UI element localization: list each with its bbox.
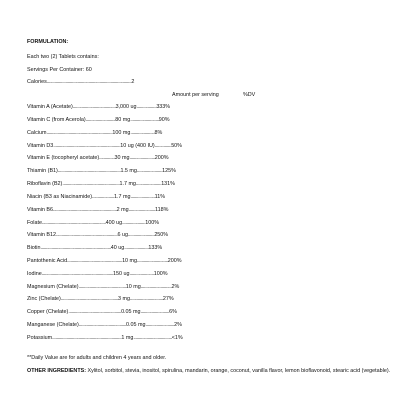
dot-leader: ............................................................. [53,142,121,149]
table-row [27,220,159,227]
nutrient-amount: 1.5 mg [120,168,137,175]
dot-leader: ...................... [124,245,149,252]
nutrient-name: Calcium [27,129,47,136]
nutrient-amount: 1.7 mg [119,181,136,187]
dot-leader: ................................... [133,334,172,341]
table-row [27,335,183,342]
nutrient-amount: 3,000 ug [115,104,137,110]
nutrient-amount: 30 mg [114,155,130,162]
nutrient-amount: 10 mg [122,258,138,264]
nutrient-amount: 10 mg [125,283,141,290]
nutrient-dv: <1% [171,334,183,341]
dot-leader: ............................................................... [52,334,122,341]
nutrient-name: Copper (Chelate) [27,309,69,316]
dot-leader: ................................................................. [41,270,114,277]
dot-leader: ............................ [140,283,172,290]
nutrient-dv: 200% [154,155,169,162]
nutrient-dv: 2% [171,283,180,290]
dot-leader: ........................................................ [55,232,118,239]
dot-leader: ................................................................ [40,245,111,252]
nutrient-name: Folate [27,219,42,226]
nutrient-amount: 2 mg [116,206,129,213]
table-row [27,168,176,175]
calories-leader: ............................................................................. [46,79,132,85]
dot-leader: ...................... [130,193,155,200]
nutrient-name: Vitamin B6 [27,206,53,213]
calories-row [27,79,134,86]
amount-column-header: Amount per serving [172,92,219,98]
table-row [27,117,170,124]
nutrient-name: Niacin (B3 as Niacinamide) [27,193,93,200]
dot-leader: ............... [154,142,172,149]
table-row [27,245,162,252]
nutrient-dv: 200% [167,258,182,264]
table-row [27,181,175,188]
dot-leader: ..................... [122,219,146,226]
other-ingredients-label: OTHER INGREDIENTS: [27,368,86,374]
table-row [27,207,168,214]
dot-leader: .............. [99,155,115,162]
dot-leader: .......................................................... [52,206,117,213]
nutrient-name: Zinc (Chelate) [27,296,61,303]
nutrient-name: Vitamin C (from Acerola) [27,116,86,123]
dot-leader: .................... [92,193,114,200]
nutrient-dv: 118% [154,206,169,213]
dot-leader: .................................................... [62,181,120,187]
nutrient-dv: 133% [148,245,163,252]
dot-leader: ....................... [129,155,155,162]
nutrient-dv: 131% [161,181,175,187]
nutrient-amount: 400 ug [105,219,123,226]
table-row [27,296,174,303]
nutrient-name: Vitamin E (tocopheryl acetate) [27,155,100,162]
nutrient-amount: 1 mg [121,334,134,341]
nutrient-amount: 80 mg [115,116,131,123]
nutrient-name: Biotin [27,245,41,252]
calories-label: Calories [27,79,47,85]
dot-leader: ...................... [129,270,154,277]
nutrient-name: Vitamin B12 [27,232,56,239]
nutrient-name: Vitamin D3 [27,142,54,149]
nutrient-name: Pantothenic Acid [27,258,68,264]
nutrient-dv: 6% [169,309,177,316]
nutrient-amount: 0.05 mg [121,309,141,316]
dot-leader: .......................................................... [41,219,106,226]
dot-leader: ....................... [136,168,163,175]
nutrient-name: Iodine [27,270,42,277]
table-row [27,309,177,316]
dot-leader: ......................................................... [57,168,121,175]
table-row [27,258,182,265]
nutrient-name: Vitamin A (Acetate) [27,104,73,110]
nutrient-dv: 2% [174,322,182,329]
daily-value-footnote: **Daily Value are for adults and children 4 years and older. [27,355,167,361]
nutrient-name: Manganese (Chelate) [27,322,79,329]
serving-description: Each two (2) Tablets contains: [27,54,99,60]
calories-value: 2 [131,79,135,85]
nutrient-dv: 100% [145,219,160,226]
nutrient-dv: 27% [162,296,174,303]
nutrient-dv: 50% [171,142,182,149]
table-row [27,284,179,291]
nutrient-dv: 333% [156,104,171,110]
dot-leader: ....................................... [72,104,116,110]
nutrient-amount: 3 mg [117,296,130,303]
dot-leader: ............................ [137,258,168,264]
nutrient-name: Thiamin (B1) [27,168,58,175]
table-row [27,322,182,329]
nutrient-amount: 40 ug [110,245,125,252]
dot-leader: ........................................... [78,322,127,329]
table-row [27,194,165,201]
nutrient-dv: 100% [153,270,168,277]
nutrient-amount: 150 ug [113,270,130,277]
table-row [27,155,169,162]
dot-leader: ........................ [128,206,155,213]
nutrient-amount: 0.05 mg [126,322,146,329]
dot-leader: .................................................... [60,296,118,303]
dv-column-header: %DV [243,92,256,98]
dot-leader: .............................. [129,296,163,303]
dot-leader: ....................... [135,181,162,187]
dot-leader: ...................... [130,129,155,136]
nutrient-dv: 11% [154,193,166,200]
servings-per-container: Servings Per Container: 60 [27,67,92,73]
nutrient-amount: 6 ug [117,232,128,239]
nutrient-amount: 1.7 mg [113,193,131,200]
nutrient-name: Potassium [27,334,53,341]
nutrient-name: Riboflavin (B2) [27,181,63,187]
table-row [27,143,182,150]
nutrient-dv: 90% [158,116,170,123]
dot-leader: .................. [136,104,157,110]
dot-leader: ................................................ [68,309,122,316]
nutrient-name: Magnesium (Chelate) [27,283,79,290]
table-row [27,232,168,239]
nutrient-amount: 100 mg [112,129,131,136]
dot-leader: .................................................. [67,258,123,264]
table-row [27,271,168,278]
table-row [27,104,170,111]
dot-leader: .......................... [145,322,175,329]
table-row [27,130,162,137]
dot-leader: .......................... [140,309,170,316]
formulation-heading: FORMULATION: [27,39,69,45]
dot-leader: .......................... [130,116,159,123]
nutrient-dv: 250% [154,232,169,239]
nutrient-dv: 125% [162,168,176,175]
dot-leader: ........................... [85,116,116,123]
dot-leader: ............................................................ [46,129,113,136]
other-ingredients [27,368,390,375]
dot-leader: ........................ [127,232,155,239]
nutrient-amount: 10 ug (400 IU) [120,142,155,149]
other-ingredients-text: Xylitol, sorbitol, stevia, inositol, spirulina, mandarin, orange, coconut, vanilla flavor, lemon bioflavonoid, stearic acid (vegetable). [86,368,391,374]
dot-leader: ........................................... [78,283,126,290]
nutrient-dv: 8% [154,129,163,136]
